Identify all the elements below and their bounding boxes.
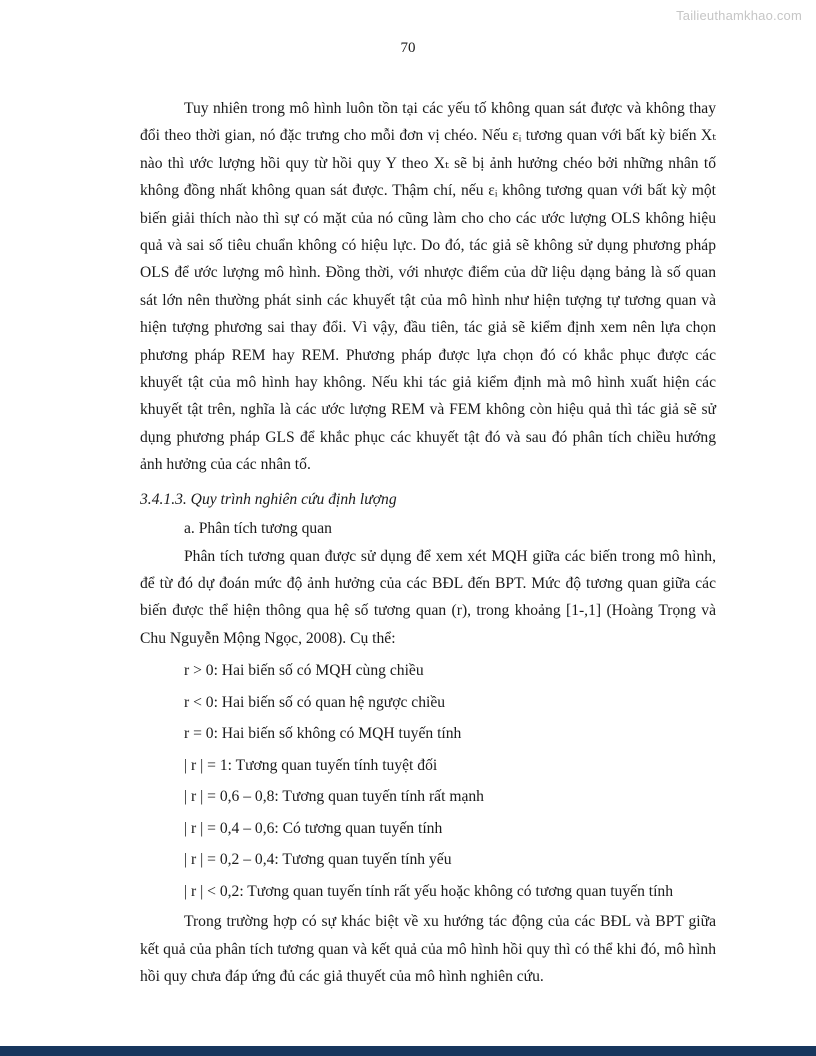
document-body: [140, 95, 716, 990]
list-item: | r | = 0,4 – 0,6: Có tương quan tuyến tính: [184, 819, 443, 837]
list-item: r = 0: Hai biến số không có MQH tuyến tính: [184, 725, 462, 743]
watermark: Tailieuthamkhao.com: [676, 8, 802, 23]
list-item: r < 0: Hai biến số có quan hệ ngược chiều: [184, 693, 446, 711]
list-item: r > 0: Hai biến số có MQH cùng chiều: [184, 662, 424, 680]
paragraph-intro: Tuy nhiên trong mô hình luôn tồn tại các yếu tố không quan sát được và không thay đổi theo thời gian, nó đặc trưng cho mỗi đơn vị chéo. Nếu εᵢ tương quan với bất kỳ biến Xₜ nào thì ước lượng hồi quy từ hồi quy Y theo Xₜ sẽ bị ảnh hưởng chéo bởi những nhân tố không đồng nhất không quan sát được. Thậm chí, nếu εᵢ không tương quan với bất kỳ một biến giải thích nào thì sự có mặt của nó cũng làm cho cho các ước lượng OLS không hiệu quả và sai số tiêu chuẩn không có hiệu lực. Do đó, tác giả sẽ không sử dụng phương pháp OLS để ước lượng mô hình. Đồng thời, với nhược điểm của dữ liệu dạng bảng là số quan sát lớn nên thường phát sinh các khuyết tật của mô hình như hiện tượng tự tương quan và hiện tượng phương sai thay đổi. Vì vậy, đầu tiên, tác giả sẽ kiểm định xem nên lựa chọn phương pháp REM hay REM. Phương pháp được lựa chọn đó có khắc phục được các khuyết tật của mô hình hay không. Nếu khi tác giả kiểm định mà mô hình xuất hiện các khuyết tật trên, nghĩa là các ước lượng REM và FEM không còn hiệu quả thì tác giả sẽ sử dụng phương pháp GLS để khắc phục các khuyết tật đó và sau đó phân tích chiều hướng ảnh hưởng của các nhân tố.: [140, 100, 716, 474]
section-heading: 3.4.1.3. Quy trình nghiên cứu định lượng: [140, 490, 397, 508]
list-item: | r | = 0,6 – 0,8: Tương quan tuyến tính rất mạnh: [184, 788, 484, 806]
list-item: | r | = 1: Tương quan tuyến tính tuyệt đối: [184, 756, 438, 774]
list-item: | r | = 0,2 – 0,4: Tương quan tuyến tính yếu: [184, 851, 452, 869]
correlation-list: [140, 655, 716, 907]
subsection-heading: a. Phân tích tương quan: [184, 520, 332, 538]
footer-bar: [0, 1046, 816, 1056]
list-item: | r | < 0,2: Tương quan tuyến tính rất yếu hoặc không có tương quan tuyến tính: [184, 882, 674, 900]
page-number: 70: [400, 40, 416, 56]
paragraph-correlation: Phân tích tương quan được sử dụng để xem xét MQH giữa các biến trong mô hình, để từ đó dự đoán mức độ ảnh hưởng của các BĐL đến BPT. Mức độ tương quan giữa các biến được thể hiện thông qua hệ số tương quan (r), trong khoảng [1-,1] (Hoàng Trọng và Chu Nguyễn Mộng Ngọc, 2008). Cụ thể:: [140, 547, 716, 647]
paragraph-conclusion: Trong trường hợp có sự khác biệt về xu hướng tác động của các BĐL và BPT giữa kết quả của phân tích tương quan và kết quả của mô hình hồi quy thì có thể khi đó, mô hình hồi quy chưa đáp ứng đủ các giả thuyết của mô hình nghiên cứu.: [140, 913, 716, 985]
